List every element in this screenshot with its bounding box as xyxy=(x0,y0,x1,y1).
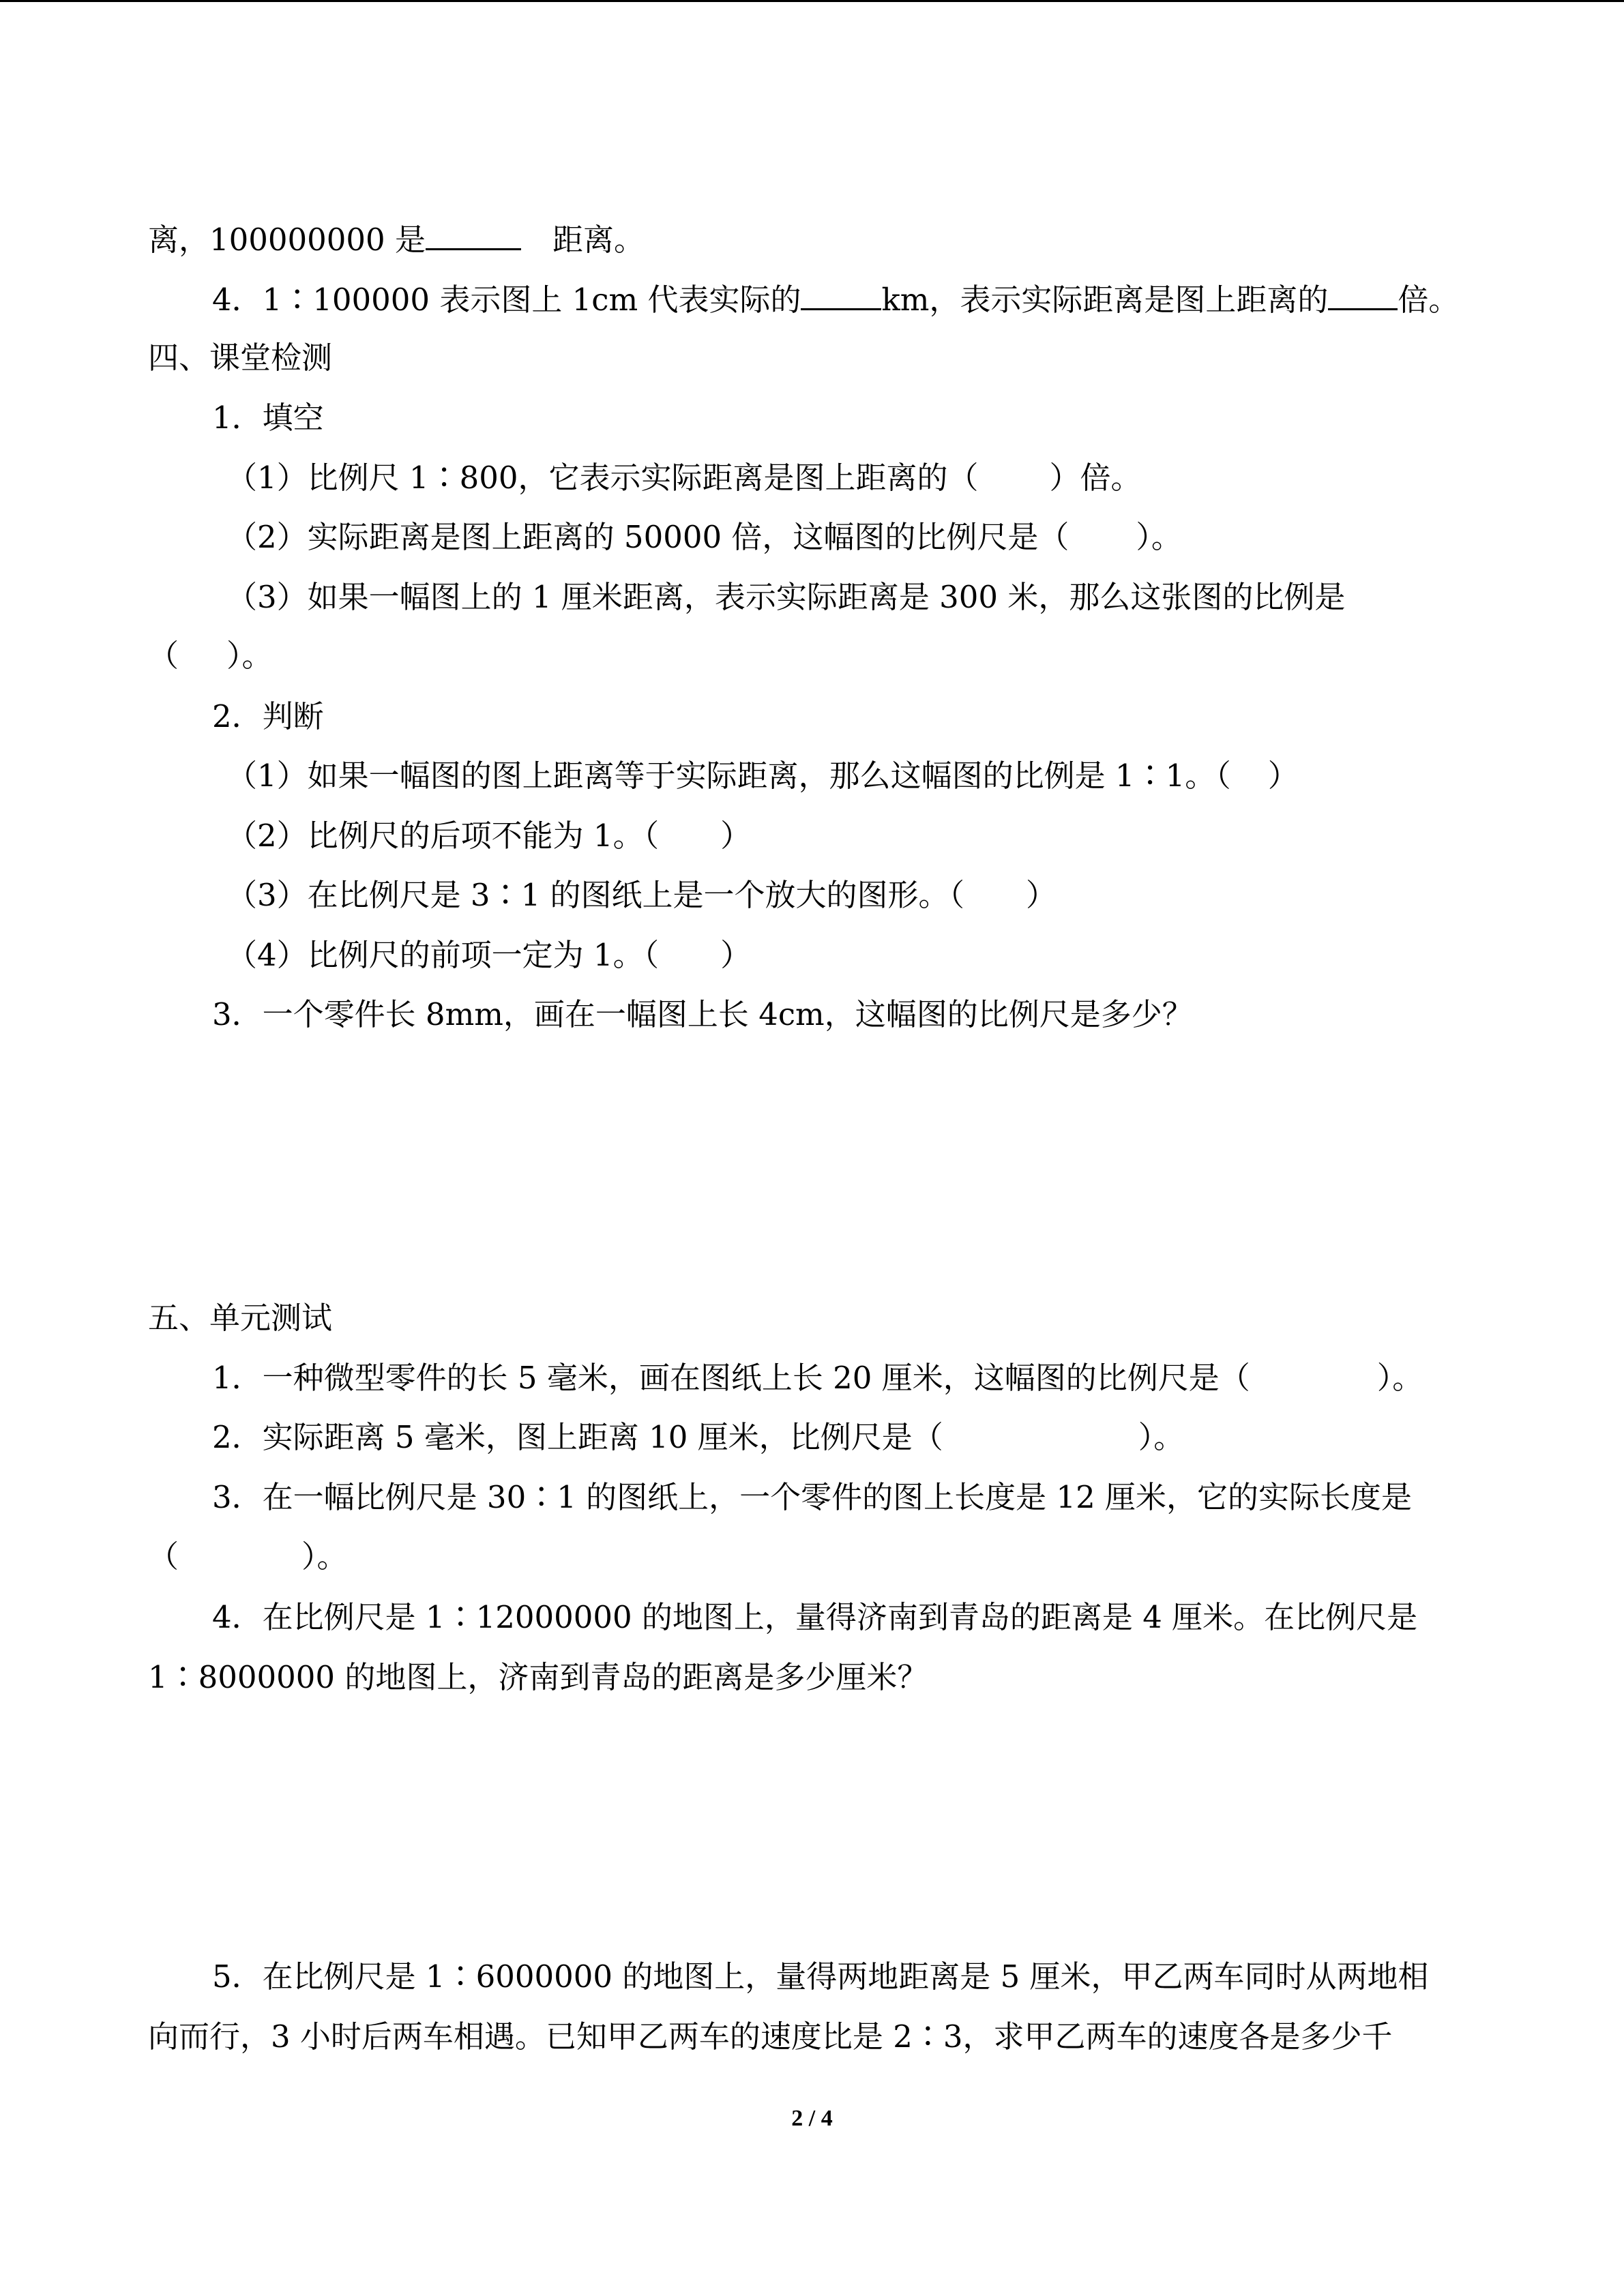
section-heading: 四、课堂检测 xyxy=(148,340,333,376)
section-heading: 五、单元测试 xyxy=(148,1300,333,1336)
fill-blank[interactable] xyxy=(426,218,521,250)
question-item: 5．在比例尺是 1∶6000000 的地图上，量得两地距离是 5 厘米，甲乙两车同时从两地相 xyxy=(212,1958,1429,1995)
text-line: 离，100000000 是 距离。 xyxy=(148,218,645,260)
question-item: 4．在比例尺是 1∶12000000 的地图上，量得济南到青岛的距离是 4 厘米。在比例尺是 xyxy=(212,1599,1418,1635)
question-item: 3．在一幅比例尺是 30∶1 的图纸上，一个零件的图上长度是 12 厘米，它的实际长度是 xyxy=(212,1479,1413,1515)
question-item: （2）比例尺的后项不能为 1。（ ） xyxy=(226,818,752,854)
question-item: 2．实际距离 5 毫米，图上距离 10 厘米，比例尺是（ ）。 xyxy=(212,1419,1185,1455)
question-item: （4）比例尺的前项一定为 1。（ ） xyxy=(226,937,752,973)
fill-blank[interactable] xyxy=(801,278,881,310)
question-heading: 1．填空 xyxy=(212,400,324,436)
question-item: 1．一种微型零件的长 5 毫米，画在图纸上长 20 厘米，这幅图的比例尺是（ ）。 xyxy=(212,1360,1423,1396)
page-number: 2 / 4 xyxy=(791,2106,833,2131)
question-item: （2）实际距离是图上距离的 50000 倍，这幅图的比例尺是（ ）。 xyxy=(226,519,1182,555)
question-heading: 2．判断 xyxy=(212,698,324,734)
question-item: （3）如果一幅图上的 1 厘米距离，表示实际距离是 300 米，那么这张图的比例是 xyxy=(226,579,1346,615)
question-item-cont: 向而行，3 小时后两车相遇。已知甲乙两车的速度比是 2∶3，求甲乙两车的速度各是多少千 xyxy=(148,2018,1393,2055)
question-item: （1）比例尺 1∶800，它表示实际距离是图上距离的（ ）倍。 xyxy=(226,460,1142,496)
question-item-cont: （ ）。 xyxy=(148,1538,348,1575)
question-item-cont: （ ）。 xyxy=(148,638,273,674)
question-item: 3．一个零件长 8mm，画在一幅图上长 4cm，这幅图的比例尺是多少？ xyxy=(212,996,1193,1032)
question-item: （1）如果一幅图的图上距离等于实际距离，那么这幅图的比例是 1∶1。（ ） xyxy=(226,758,1299,794)
text-line: 4．1∶100000 表示图上 1cm 代表实际的 km，表示实际距离是图上距离的 倍。 xyxy=(212,278,1459,320)
question-item-cont: 1∶8000000 的地图上，济南到青岛的距离是多少厘米？ xyxy=(148,1659,928,1695)
question-item: （3）在比例尺是 3∶1 的图纸上是一个放大的图形。（ ） xyxy=(226,877,1057,913)
fill-blank[interactable] xyxy=(1328,278,1398,310)
